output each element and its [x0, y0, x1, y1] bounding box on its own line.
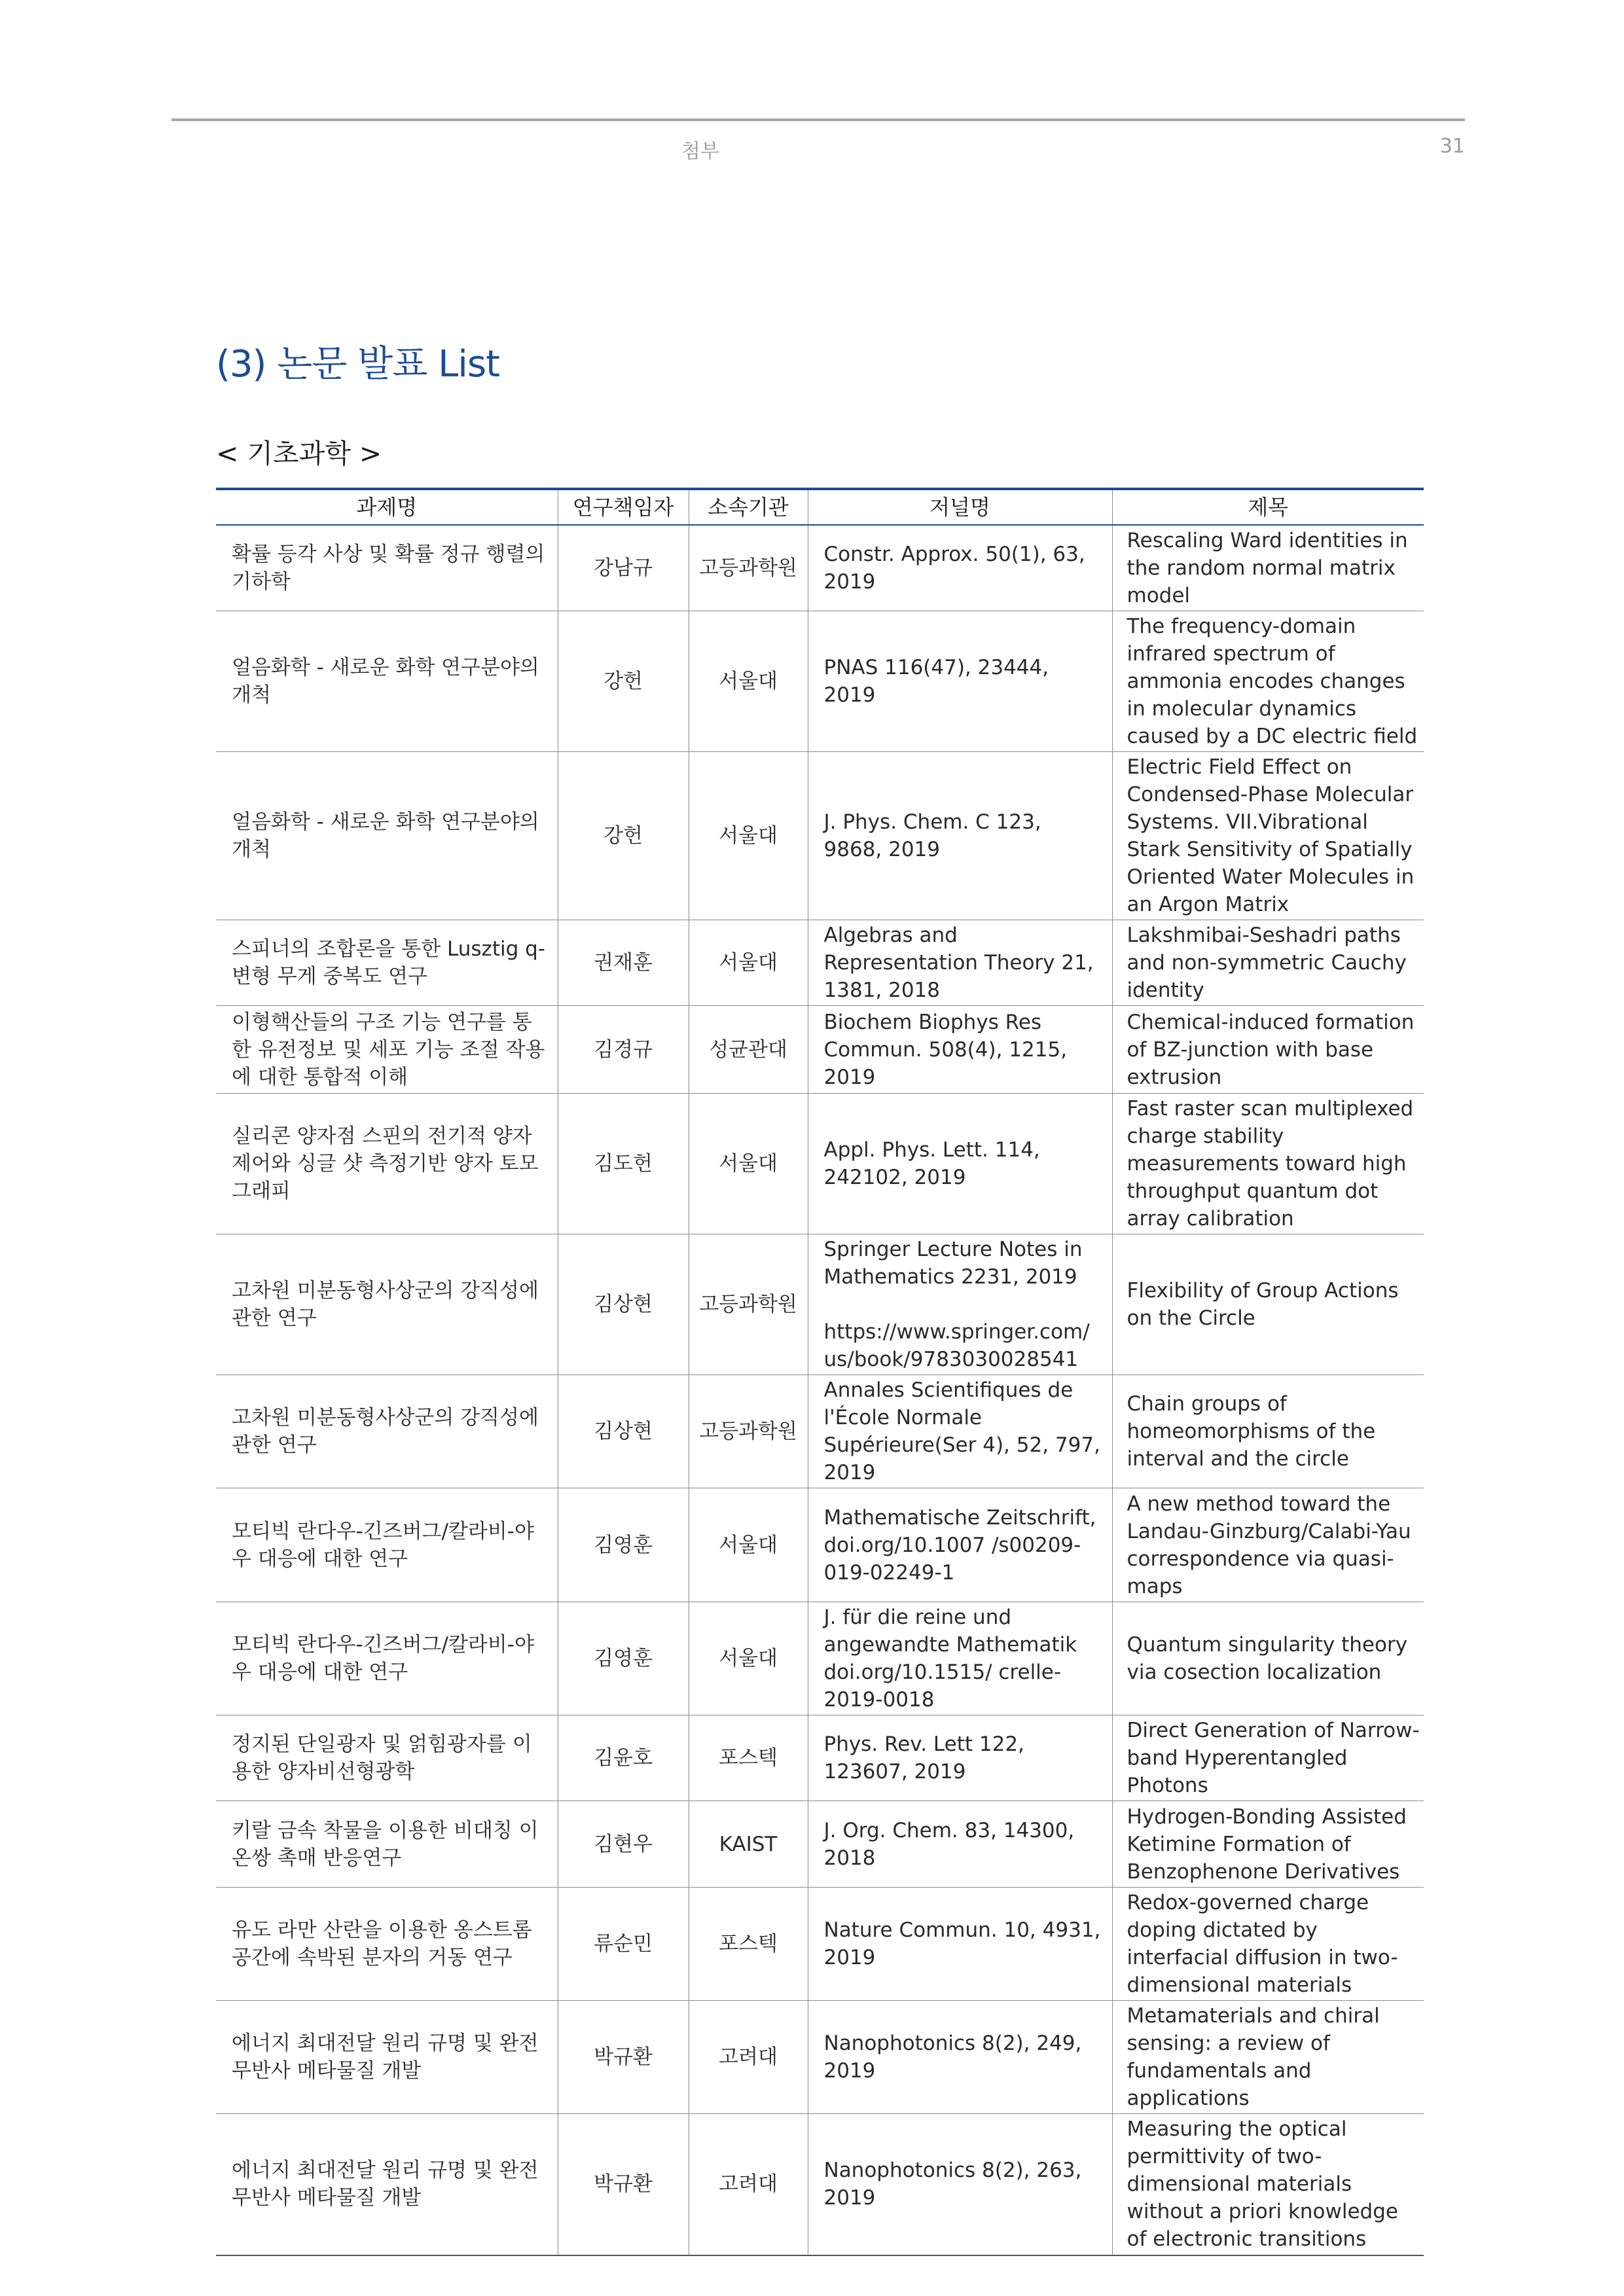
cell-title: Hydrogen-Bonding Assisted Ketimine Formation of Benzophenone Derivatives: [1112, 1801, 1424, 1888]
cell-journal: Nanophotonics 8(2), 249, 2019: [808, 2001, 1112, 2114]
cell-pi: 김영훈: [558, 1488, 689, 1602]
cell-project: 키랄 금속 착물을 이용한 비대칭 이온쌍 촉매 반응연구: [216, 1801, 558, 1888]
cell-institution: 서울대: [689, 1602, 808, 1715]
table-row: [216, 2001, 1424, 2114]
cell-journal: Biochem Biophys Res Commun. 508(4), 1215, 2019: [808, 1006, 1112, 1094]
cell-project: 스피너의 조합론을 통한 Lusztig q-변형 무게 중복도 연구: [216, 920, 558, 1006]
cell-journal: Algebras and Representation Theory 21, 1381, 2018: [808, 920, 1112, 1006]
cell-title: Metamaterials and chiral sensing: a review of fundamentals and applications: [1112, 2001, 1424, 2114]
cell-institution: 고려대: [689, 2001, 808, 2114]
table-row: [216, 1888, 1424, 2001]
table-row: [216, 1234, 1424, 1375]
cell-journal: Phys. Rev. Lett 122, 123607, 2019: [808, 1715, 1112, 1801]
table-row: [216, 920, 1424, 1006]
table-row: [216, 2114, 1424, 2255]
cell-title: Lakshmibai-Seshadri paths and non-symmetric Cauchy identity: [1112, 920, 1424, 1006]
cell-institution: 서울대: [689, 752, 808, 920]
cell-title: Rescaling Ward identities in the random normal matrix model: [1112, 525, 1424, 611]
cell-pi: 김경규: [558, 1006, 689, 1094]
table-row: [216, 1375, 1424, 1488]
cell-institution: 포스텍: [689, 1888, 808, 2001]
cell-institution: 고려대: [689, 2114, 808, 2255]
table-row: [216, 611, 1424, 752]
cell-institution: 서울대: [689, 611, 808, 752]
cell-pi: 김상현: [558, 1234, 689, 1375]
cell-journal: Nature Commun. 10, 4931, 2019: [808, 1888, 1112, 2001]
cell-institution: 고등과학원: [689, 1375, 808, 1488]
cell-institution: 고등과학원: [689, 525, 808, 611]
cell-pi: 김상현: [558, 1375, 689, 1488]
subsection-title: < 기초과학 >: [216, 438, 382, 469]
column-header-institution: 소속기관: [689, 489, 808, 525]
table-row: [216, 1488, 1424, 1602]
cell-pi: 강남규: [558, 525, 689, 611]
cell-journal: J. für die reine und angewandte Mathematik doi.org/10.1515/ crelle-2019-0018: [808, 1602, 1112, 1715]
column-header-title: 제목: [1112, 489, 1424, 525]
cell-project: 에너지 최대전달 원리 규명 및 완전 무반사 메타물질 개발: [216, 2001, 558, 2114]
cell-title: Measuring the optical permittivity of two-dimensional materials without a priori knowledge of electronic transitions: [1112, 2114, 1424, 2255]
cell-project: 모티빅 란다우-긴즈버그/칼라비-야우 대응에 대한 연구: [216, 1602, 558, 1715]
cell-journal: Constr. Approx. 50(1), 63, 2019: [808, 525, 1112, 611]
cell-project: 고차원 미분동형사상군의 강직성에 관한 연구: [216, 1375, 558, 1488]
table-row: [216, 1602, 1424, 1715]
cell-title: Fast raster scan multiplexed charge stability measurements toward high throughput quantum dot array calibration: [1112, 1094, 1424, 1234]
cell-pi: 강헌: [558, 752, 689, 920]
cell-journal: PNAS 116(47), 23444, 2019: [808, 611, 1112, 752]
cell-title: Chemical-induced formation of BZ-junction with base extrusion: [1112, 1006, 1424, 1094]
cell-title: Direct Generation of Narrow-band Hyperentangled Photons: [1112, 1715, 1424, 1801]
cell-project: 유도 라만 산란을 이용한 옹스트롬 공간에 속박된 분자의 거동 연구: [216, 1888, 558, 2001]
table-row: [216, 1715, 1424, 1801]
cell-institution: 성균관대: [689, 1006, 808, 1094]
running-title: 첨부: [681, 140, 719, 163]
cell-title: Electric Field Effect on Condensed-Phase Molecular Systems. VII.Vibrational Stark Sensitivity of Spatially Oriented Water Molecules in an Argon Matrix: [1112, 752, 1424, 920]
cell-journal: Nanophotonics 8(2), 263, 2019: [808, 2114, 1112, 2255]
cell-pi: 김영훈: [558, 1602, 689, 1715]
cell-journal: Mathematische Zeitschrift, doi.org/10.1007 /s00209-019-02249-1: [808, 1488, 1112, 1602]
cell-institution: 포스텍: [689, 1715, 808, 1801]
cell-institution: 서울대: [689, 1488, 808, 1602]
section-title: (3) 논문 발표 List: [216, 343, 500, 386]
cell-project: 실리콘 양자점 스핀의 전기적 양자 제어와 싱글 샷 측정기반 양자 토모그래피: [216, 1094, 558, 1234]
cell-pi: 박규환: [558, 2001, 689, 2114]
cell-pi: 김윤호: [558, 1715, 689, 1801]
cell-institution: 서울대: [689, 1094, 808, 1234]
page-number: 31: [1439, 135, 1465, 158]
table-row: [216, 1094, 1424, 1234]
cell-journal: [808, 1234, 1112, 1375]
table-row: [216, 525, 1424, 611]
cell-project: 정지된 단일광자 및 얽힘광자를 이용한 양자비선형광학: [216, 1715, 558, 1801]
cell-journal: J. Org. Chem. 83, 14300, 2018: [808, 1801, 1112, 1888]
header-rule: [171, 118, 1465, 121]
cell-title: Chain groups of homeomorphisms of the interval and the circle: [1112, 1375, 1424, 1488]
cell-pi: 박규환: [558, 2114, 689, 2255]
cell-title: Flexibility of Group Actions on the Circle: [1112, 1234, 1424, 1375]
cell-journal: J. Phys. Chem. C 123, 9868, 2019: [808, 752, 1112, 920]
cell-title: A new method toward the Landau-Ginzburg/Calabi-Yau correspondence via quasi-maps: [1112, 1488, 1424, 1602]
cell-project: 모티빅 란다우-긴즈버그/칼라비-야우 대응에 대한 연구: [216, 1488, 558, 1602]
cell-journal: Appl. Phys. Lett. 114, 242102, 2019: [808, 1094, 1112, 1234]
column-header-journal: 저널명: [808, 489, 1112, 525]
cell-title: Redox-governed charge doping dictated by interfacial diffusion in two-dimensional materials: [1112, 1888, 1424, 2001]
journal-url: https://www.springer.com/us/book/9783030028541: [823, 1320, 1090, 1371]
journal-name: Springer Lecture Notes in Mathematics 2231, 2019: [823, 1238, 1083, 1289]
cell-pi: 권재훈: [558, 920, 689, 1006]
cell-project: 얼음화학 - 새로운 화학 연구분야의 개척: [216, 752, 558, 920]
cell-title: The frequency-domain infrared spectrum of ammonia encodes changes in molecular dynamics caused by a DC electric field: [1112, 611, 1424, 752]
cell-institution: KAIST: [689, 1801, 808, 1888]
table-header-row: [216, 489, 1424, 525]
table-row: [216, 752, 1424, 920]
cell-pi: 김현우: [558, 1801, 689, 1888]
cell-pi: 류순민: [558, 1888, 689, 2001]
cell-title: Quantum singularity theory via cosection localization: [1112, 1602, 1424, 1715]
cell-project: 에너지 최대전달 원리 규명 및 완전 무반사 메타물질 개발: [216, 2114, 558, 2255]
cell-project: 이형핵산들의 구조 기능 연구를 통한 유전정보 및 세포 기능 조절 작용에 대한 통합적 이해: [216, 1006, 558, 1094]
cell-project: 얼음화학 - 새로운 화학 연구분야의 개척: [216, 611, 558, 752]
cell-pi: 김도헌: [558, 1094, 689, 1234]
paper-table: [216, 488, 1424, 2256]
cell-institution: 고등과학원: [689, 1234, 808, 1375]
cell-project: 고차원 미분동형사상군의 강직성에 관한 연구: [216, 1234, 558, 1375]
table-row: [216, 1801, 1424, 1888]
cell-project: 확률 등각 사상 및 확률 정규 행렬의 기하학: [216, 525, 558, 611]
cell-journal: Annales Scientifiques de l'École Normale Supérieure(Ser 4), 52, 797, 2019: [808, 1375, 1112, 1488]
table-row: [216, 1006, 1424, 1094]
column-header-project: 과제명: [216, 489, 558, 525]
cell-pi: 강헌: [558, 611, 689, 752]
column-header-pi: 연구책임자: [558, 489, 689, 525]
cell-institution: 서울대: [689, 920, 808, 1006]
